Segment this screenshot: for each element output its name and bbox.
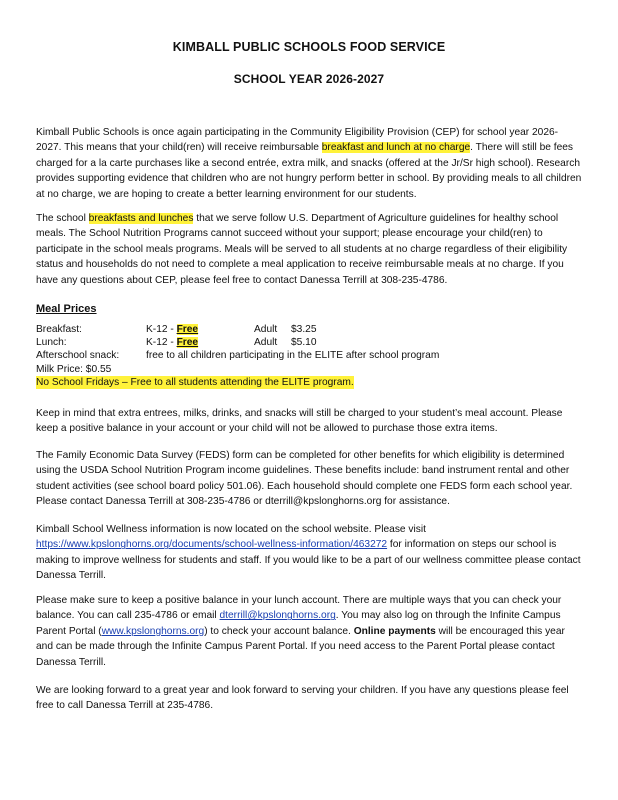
breakfast-row (36, 323, 582, 336)
lunch-label: Lunch: (36, 337, 67, 349)
fridays-row (36, 376, 582, 389)
breakfast-free: Free (176, 324, 199, 335)
breakfast-grade: K-12 - Free (146, 324, 199, 335)
online-payments-bold: Online payments (353, 625, 436, 637)
milk-price: Milk Price: $0.55 (36, 363, 112, 375)
breakfast-adult-price: $3.25 (291, 324, 317, 335)
fridays-note: No School Fridays – Free to all students attending the ELITE program. (36, 376, 354, 388)
p6-text-a: Please make sure to keep a positive balance in your lunch account. There are multiple ways that you can check your balance. You can call 235-4786 or email (36, 595, 562, 622)
afterschool-label: Afterschool snack: (36, 350, 120, 362)
afterschool-row (36, 349, 582, 362)
lunch-row (36, 336, 582, 349)
p1-text-b: . There will still be fees charged for a la carte purchases like a second entrée, extra milk, and snacks (offered at the Jr/Sr high school). Research provides supporting evidence that children who are not hungry perform better in school. By providing meals to all children at no charge, we are hoping to create a better learning environment for our students. (36, 142, 582, 200)
document-title: KIMBALL PUBLIC SCHOOLS FOOD SERVICE (172, 40, 446, 54)
p5-text-a: Kimball School Wellness information is now located on the school website. Please visit (36, 524, 426, 535)
breakfast-adult-label: Adult (254, 324, 278, 335)
school-year-heading: SCHOOL YEAR 2026-2027 (233, 72, 385, 86)
p6-text-d: will be encouraged this year and can be made through the Infinite Campus Parent Portal. If you need access to the Parent Portal please contact Danessa Terrill. (36, 625, 565, 668)
p2-text-a: The school (36, 213, 89, 224)
p5-text-b: for information on steps our school is making to improve wellness for students and staff. If you would like to be a part of our wellness committee please contact Danessa Terrill. (36, 539, 581, 582)
p1-highlight: breakfast and lunch at no charge (321, 142, 471, 154)
paragraph-balance (36, 593, 582, 670)
lunch-adult-label: Adult (254, 337, 278, 349)
lunch-adult-price: $5.10 (291, 337, 317, 349)
paragraph-extras: Keep in mind that extra entrees, milks, drinks, and snacks will still be charged to your student’s meal account. Please keep a positive balance in your account or your child will not be allowed to purchase those extra items. (36, 408, 563, 435)
paragraph-guidelines (36, 211, 582, 288)
paragraph-feds: The Family Economic Data Survey (FEDS) form can be completed for other benefits for which eligibility is determined using the USDA School Nutrition Program income guidelines. These benefits include: band instrument rental and other student activities (see school board policy 501.06). Each household should complete one FEDS form each school year. Please contact Danessa Terrill at 308-235-4786 or dterrill@kpslonghorns.org for assistance. (36, 450, 573, 508)
lunch-free: Free (176, 337, 199, 349)
p2-text-b: that we serve follow U.S. Department of Agriculture guidelines for healthy school meals. The School Nutrition Programs cannot succeed without your support; please encourage your child(ren) to participate in the school meals programs. Meals will be served to all students at no charge regardless of their eligibility status and households do not need to complete a meal application to receive reimbursable meals at no charge. If you have any questions about CEP, please feel free to contact Danessa Terrill at 308-235-4786. (36, 213, 568, 286)
p2-highlight: breakfasts and lunches (88, 213, 194, 224)
lunch-grade: K-12 - Free (146, 337, 199, 349)
website-link[interactable]: www.kpslonghorns.org (101, 625, 205, 637)
p1-text-a: Kimball Public Schools is once again participating in the Community Eligibility Provision (CEP) for school year 2026-2027. This means that your child(ren) will receive reimbursable (36, 127, 559, 154)
meal-prices-heading: Meal Prices (36, 303, 97, 315)
milk-row (36, 363, 582, 376)
paragraph-cep (36, 125, 582, 202)
p6-text-c: ) to check your account balance. (204, 625, 354, 637)
meal-prices-section (36, 303, 582, 389)
wellness-link[interactable]: https://www.kpslonghorns.org/documents/school-wellness-information/463272 (36, 539, 388, 551)
paragraph-wellness (36, 522, 582, 584)
afterschool-text: free to all children participating in the ELITE after school program (146, 350, 440, 362)
email-link[interactable]: dterrill@kpslonghorns.org (219, 610, 336, 622)
p6-text-b: . You may also log on through the Infinite Campus Parent Portal ( (36, 610, 561, 637)
breakfast-label: Breakfast: (36, 324, 82, 335)
paragraph-closing: We are looking forward to a great year and look forward to serving your children. If you have any questions please feel free to call Danessa Terrill at 235-4786. (36, 685, 569, 712)
